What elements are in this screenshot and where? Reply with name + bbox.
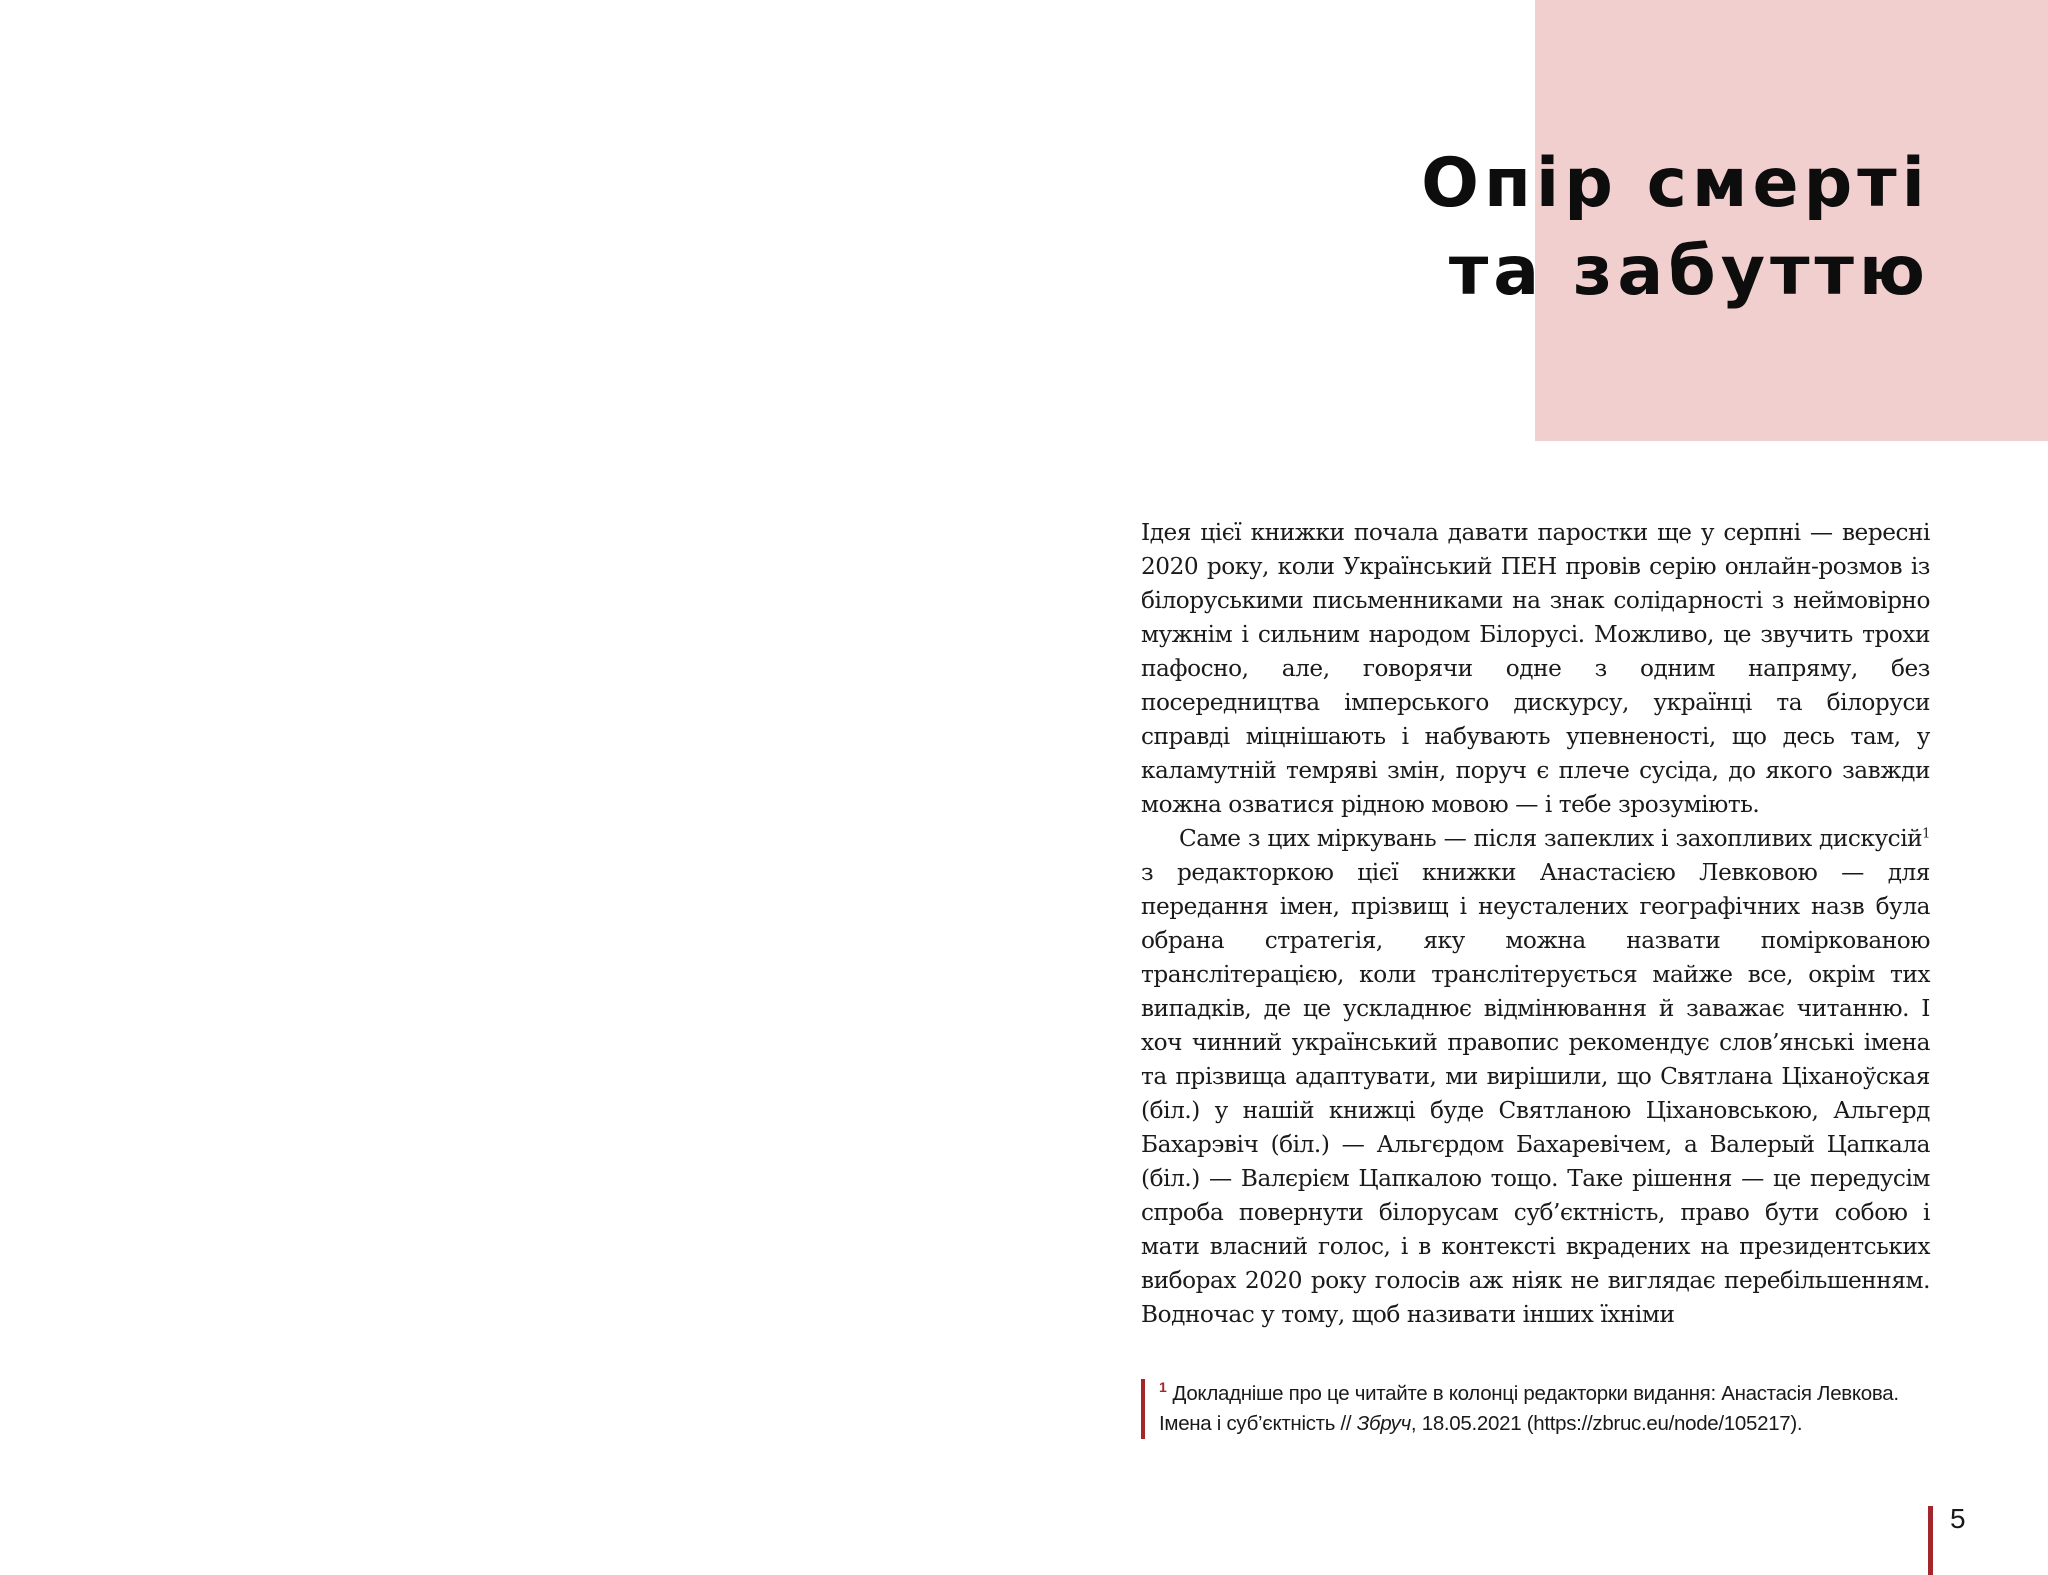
- paragraph-2-text-rest: з редакторкою цієї книжки Анастасією Левковою — для передання імен, прізвищ і неусталених географічних назв була обрана стратегія, яку можна назвати поміркованою транслітерацією, коли транслітерується майже все, окрім тих випадків, де це ускладнює відмінювання й заважає читанню. І хоч чинний український правопис рекомендує слов’янські імена та прізвища адаптувати, ми вирішили, що Святлана Ціханоўская (біл.) у нашій книжці буде Святланою Ціхановською, Альгерд Бахарэвіч (біл.) — Альгєрдом Бахаревічем, а Валерый Цапкала (біл.) — Валєрієм Цапкалою тощо. Таке рішення — це передусім спроба повернути білорусам суб’єктність, право бути собою і мати власний голос, і в контексті вкрадених на президентських виборах 2020 року голосів аж ніяк не виглядає перебільшенням. Водночас у тому, щоб називати інших їхніми: [1141, 859, 1930, 1328]
- chapter-title-line-1: Опір смерті: [1421, 144, 1930, 223]
- page-number: 5: [1950, 1503, 1966, 1534]
- footnote-text: Докладніше про це читайте в колонці редакторки видання: Анастасія Левкова. Імена і суб’єктність //: [1159, 1382, 1899, 1435]
- chapter-title: [1421, 140, 1930, 316]
- chapter-title-line-2: та забуттю: [1448, 232, 1930, 311]
- page-number-bar: [1928, 1506, 1933, 1575]
- footnote-source: Збруч: [1356, 1412, 1411, 1435]
- footnote-reference[interactable]: 1: [1922, 826, 1930, 842]
- footnote-text-end: , 18.05.2021 (https://zbruc.eu/node/105217).: [1410, 1412, 1803, 1435]
- footnote-number: 1: [1159, 1379, 1167, 1396]
- paragraph-1: Ідея цієї книжки почала давати паростки ще у серпні — вересні 2020 року, коли Український ПЕН провів серію онлайн-розмов із білоруськими письменниками на знак солідарності з неймовірно мужнім і сильним народом Білорусі. Можливо, це звучить трохи пафосно, але, говорячи одне з одним напряму, без посередництва імперського дискурсу, українці та білоруси справді міцнішають і набувають упевненості, що десь там, у каламутній темряві змін, поруч є плече сусіда, до якого завжди можна озватися рідною мовою — і тебе зрозуміють.: [1141, 519, 1930, 818]
- footnote: [1141, 1379, 1930, 1439]
- paragraph-2: [1141, 822, 1930, 1332]
- body-text: [1141, 516, 1930, 1332]
- paragraph-2-text-start: Саме з цих міркувань — після запеклих і захопливих дискусій: [1179, 825, 1923, 852]
